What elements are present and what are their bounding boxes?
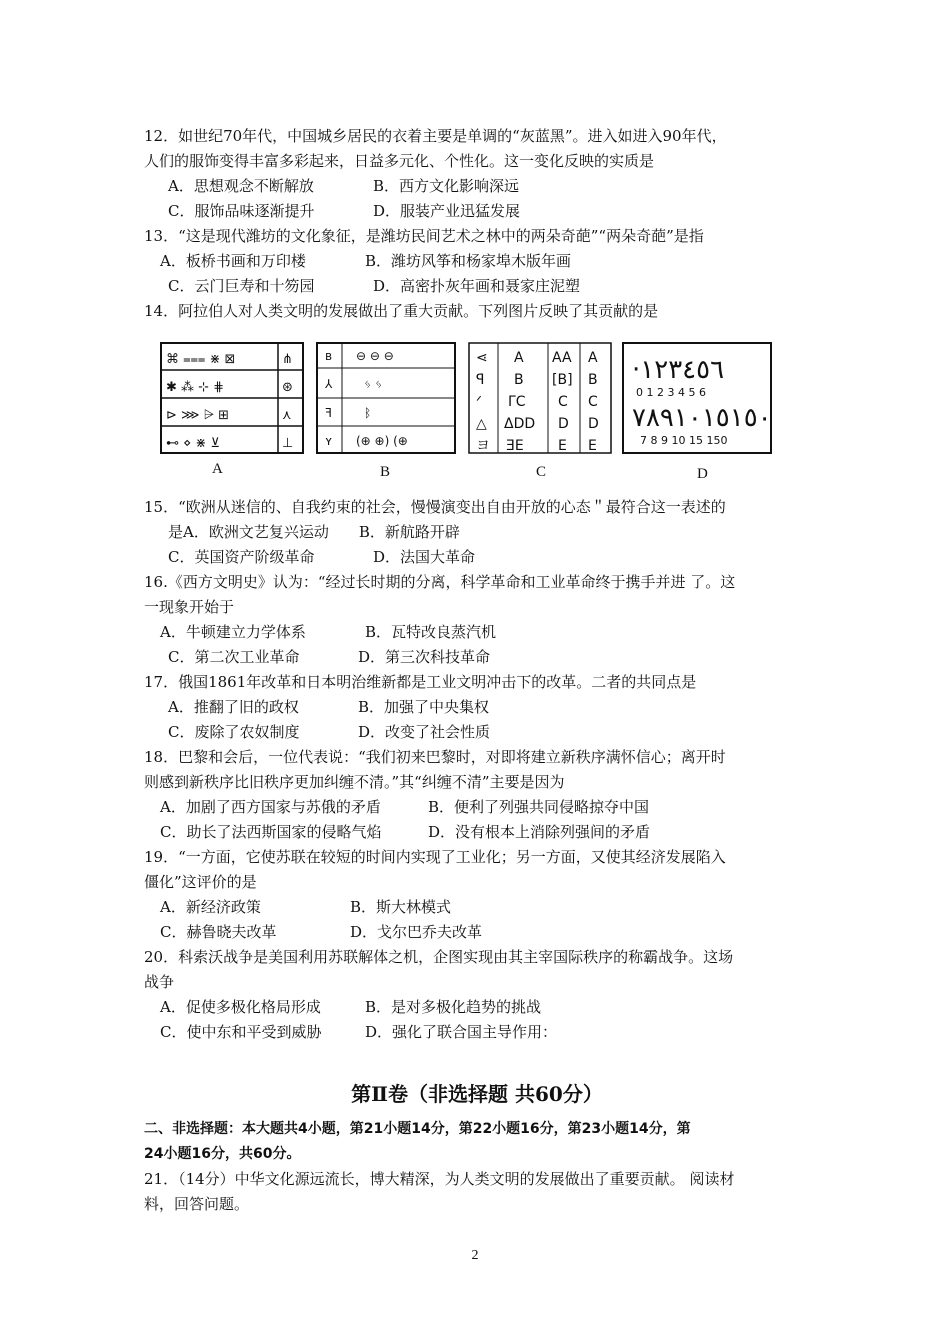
question-14	[144, 299, 810, 495]
svg-text:✱ ⁂ ⊹ ⋕: ✱ ⁂ ⊹ ⋕	[166, 380, 225, 395]
question-text: 15．“欧洲从迷信的、自我约束的社会，慢慢演变出自由开放的心态＂最符合这一表述的	[144, 498, 726, 516]
option-b: B．西方文化影响深远	[373, 177, 520, 195]
option-a: A．牛顿建立力学体系	[160, 623, 306, 641]
option-a: A．新经济政策	[160, 898, 261, 916]
option-b: B．便利了列强共同侵略掠夺中国	[428, 798, 650, 816]
question-text: 战争	[144, 973, 175, 991]
figure-d-image	[622, 342, 772, 454]
option-b: B．是对多极化趋势的挑战	[365, 998, 542, 1016]
svg-text:⌘ ⩶ ⋇ ⊠: ⌘ ⩶ ⋇ ⊠	[166, 352, 236, 367]
option-a: A．板桥书画和万印楼	[160, 252, 306, 270]
question-15	[144, 495, 810, 570]
svg-text:AA: AA	[552, 350, 572, 366]
svg-text:C: C	[558, 394, 568, 410]
question-text: 16.《西方文明史》认为：“经过长时期的分离，科学革命和工业革命终于携手并进 了。这	[144, 573, 736, 591]
option-d: D．服装产业迅猛发展	[373, 202, 521, 220]
svg-text:⊷ ⋄ ⋇ ⊻: ⊷ ⋄ ⋇ ⊻	[166, 436, 220, 451]
question-text: 18．巴黎和会后，一位代表说：“我们初来巴黎时，对即将建立新秩序满怀信心；离开时	[144, 748, 726, 766]
option-c: C．助长了法西斯国家的侵略气焰	[160, 823, 382, 841]
svg-text:ヨ: ヨ	[476, 438, 490, 454]
svg-text:ꟻ: ꟻ	[325, 406, 332, 420]
svg-text:ΔDD: ΔDD	[504, 416, 536, 432]
svg-text:⋔: ⋔	[282, 352, 293, 367]
option-c: C．英国资产阶级革命	[168, 548, 315, 566]
question-13	[144, 224, 810, 299]
question-text: 是A．欧洲文艺复兴运动 B．新航路开辟	[168, 523, 460, 541]
question-12	[144, 124, 810, 224]
svg-text:⊥: ⊥	[282, 436, 294, 451]
figure-a-label: A	[212, 461, 223, 477]
svg-text:A: A	[514, 350, 524, 366]
svg-text:E: E	[558, 438, 567, 454]
question-text: 19．“一方面，它使苏联在较短的时间内实现了工业化；另一方面，又使其经济发展陷入	[144, 848, 726, 866]
option-c: C．赫鲁晓夫改革	[160, 923, 277, 941]
section-instructions	[144, 1117, 810, 1167]
option-a: A．加剧了西方国家与苏俄的矛盾	[160, 798, 381, 816]
option-c: C．云门巨寿和十笏园	[168, 277, 315, 295]
option-c: C．第二次工业革命	[168, 648, 300, 666]
figure-d-top-digits: 0 1 2 3 4 5 6	[636, 386, 706, 399]
option-d: D．戈尔巴乔夫改革	[350, 923, 483, 941]
figure-b-image	[316, 342, 456, 454]
option-c: C．使中东和平受到威胁	[160, 1023, 322, 1041]
option-a: A．促使多极化格局形成	[160, 998, 321, 1016]
svg-text:ΓC: ΓC	[508, 394, 526, 410]
option-d: D．法国大革命	[373, 548, 476, 566]
question-18	[144, 745, 810, 845]
figure-c-label: C	[536, 464, 547, 480]
question-16	[144, 570, 810, 670]
option-b: B．加强了中央集权	[358, 698, 490, 716]
instruction-text: 24小题16分，共60分。	[144, 1146, 301, 1162]
question-text: 20．科索沃战争是美国利用苏联解体之机，企图实现由其主宰国际秩序的称霸战争。这场	[144, 948, 734, 966]
option-c: C．废除了农奴制度	[168, 723, 300, 741]
figure-d-label: D	[697, 466, 708, 482]
exam-page	[144, 124, 810, 1217]
figure-a-image	[160, 342, 304, 454]
question-text: 12．如世纪70年代，中国城乡居民的衣着主要是单调的“灰蓝黑”。进入如进入90年代，	[144, 127, 727, 145]
option-a: A．思想观念不断解放	[168, 177, 314, 195]
svg-text:⋖: ⋖	[476, 350, 488, 366]
question-text: 21．（14分）中华文化源远流长，博大精深，为人类文明的发展做出了重要贡献。 阅读材	[144, 1170, 735, 1188]
svg-text:ᛃ ᛃ: ᛃ ᛃ	[364, 377, 383, 391]
figure-d-bottom-digits: 7 8 9 10 15 150	[640, 434, 728, 447]
question-text: 17．俄国1861年改革和日本明治维新都是工业文明冲击下的改革。二者的共同点是	[144, 673, 697, 691]
figure-group	[144, 330, 810, 495]
svg-text:٧٨٩١٠١٥١٥٠: ٧٨٩١٠١٥١٥٠	[632, 403, 772, 433]
option-b: B．瓦特改良蒸汽机	[365, 623, 497, 641]
svg-text:⋏: ⋏	[282, 408, 292, 423]
option-d: D．高密扑灰年画和聂家庄泥塑	[373, 277, 581, 295]
question-20	[144, 945, 810, 1045]
question-text: 一现象开始于	[144, 598, 235, 616]
section-title: 第Ⅱ卷（非选择题 共60分）	[351, 1082, 603, 1106]
question-text: 料，回答问题。	[144, 1195, 250, 1213]
instruction-text: 二、非选择题：本大题共4小题，第21小题14分，第22小题16分，第23小题14分，第	[144, 1121, 691, 1137]
option-d: D．改变了社会性质	[358, 723, 491, 741]
svg-text:D: D	[558, 416, 569, 432]
svg-text:(⊕ ⊕) (⊕: (⊕ ⊕) (⊕	[356, 434, 408, 448]
svg-text:ʙ: ʙ	[325, 349, 332, 363]
svg-text:ꟼ: ꟼ	[476, 372, 485, 388]
question-17	[144, 670, 810, 745]
svg-text:ᐟ: ᐟ	[476, 394, 482, 410]
svg-text:△: △	[476, 416, 487, 432]
svg-text:⊛: ⊛	[282, 380, 293, 395]
option-d: D．强化了联合国主导作用：	[365, 1023, 558, 1041]
question-text: 人们的服饰变得丰富多彩起来，日益多元化、个性化。这一变化反映的实质是	[144, 152, 655, 170]
svg-text:D: D	[588, 416, 599, 432]
option-b: B．潍坊风筝和杨家埠木版年画	[365, 252, 572, 270]
svg-text:B: B	[514, 372, 524, 388]
svg-text:ƎE: ƎE	[506, 438, 524, 454]
option-d: D．第三次科技革命	[358, 648, 491, 666]
option-a: A．推翻了旧的政权	[168, 698, 299, 716]
figure-c-image	[468, 342, 612, 454]
svg-text:A: A	[588, 350, 598, 366]
figure-b-label: B	[380, 464, 391, 480]
page-number: 2	[471, 1248, 479, 1263]
question-text: 14．阿拉伯人对人类文明的发展做出了重大贡献。下列图片反映了其贡献的是	[144, 302, 659, 320]
svg-text:·١٢٣٤٥٦: ·١٢٣٤٥٦	[632, 355, 725, 385]
svg-text:⅄: ⅄	[325, 377, 333, 391]
question-21	[144, 1167, 810, 1217]
svg-text:ʏ: ʏ	[325, 434, 333, 448]
svg-text:⊳ ⋙ ⩥ ⊞: ⊳ ⋙ ⩥ ⊞	[166, 408, 230, 423]
option-c: C．服饰品味逐渐提升	[168, 202, 315, 220]
question-text: 13．“这是现代潍坊的文化象征，是潍坊民间艺术之林中的两朵奇葩”“两朵奇葩”是指	[144, 227, 704, 245]
svg-text:C: C	[588, 394, 598, 410]
svg-text:ᛒ: ᛒ	[364, 406, 372, 420]
question-19	[144, 845, 810, 945]
svg-text:[B]: [B]	[552, 372, 573, 388]
question-text: 则感到新秩序比旧秩序更加纠缠不清。”其“纠缠不清”主要是因为	[144, 773, 565, 791]
svg-text:⊖ ⊖ ⊖: ⊖ ⊖ ⊖	[356, 349, 394, 363]
svg-text:E: E	[588, 438, 597, 454]
option-b: B．斯大林模式	[350, 898, 452, 916]
option-d: D．没有根本上消除列强间的矛盾	[428, 823, 651, 841]
svg-text:B: B	[588, 372, 598, 388]
question-text: 僵化”这评价的是	[144, 873, 257, 891]
